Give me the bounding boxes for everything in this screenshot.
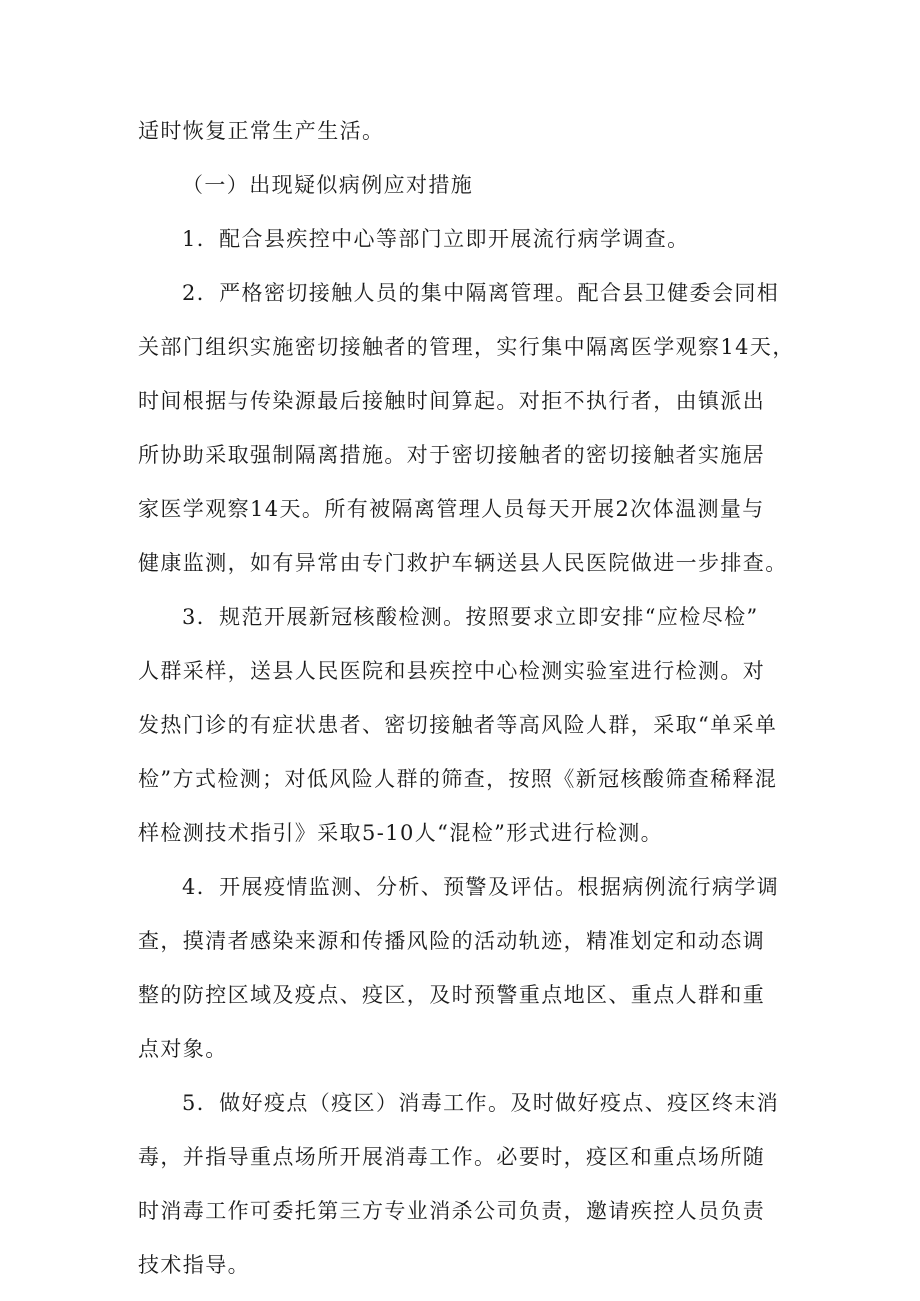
item-3-line: 3．规范开展新冠核酸检测。按照要求立即安排“应检尽检” xyxy=(182,605,759,629)
item-4-line: 点对象。 xyxy=(138,1037,228,1061)
item-5-line: 时消毒工作可委托第三方专业消杀公司负责，邀请疾控人员负责 xyxy=(138,1199,766,1223)
section-heading: （一）出现疑似病例应对措施 xyxy=(182,173,474,197)
item-2-line: 健康监测，如有异常由专门救护车辆送县人民医院做进一步排查。 xyxy=(138,551,788,575)
item-4-line: 整的防控区域及疫点、疫区，及时预警重点地区、重点人群和重 xyxy=(138,983,766,1007)
item-2-line: 所协助采取强制隔离措施。对于密切接触者的密切接触者实施居 xyxy=(138,443,766,467)
document-body xyxy=(138,104,798,1292)
paragraph-continuation-line: 适时恢复正常生产生活。 xyxy=(138,119,385,143)
item-5-line: 技术指导。 xyxy=(138,1253,250,1277)
item-2-line: 时间根据与传染源最后接触时间算起。对拒不执行者，由镇派出 xyxy=(138,389,766,413)
item-3-line: 人群采样，送县人民医院和县疾控中心检测实验室进行检测。对 xyxy=(138,659,766,683)
item-3-line: 检”方式检测；对低风险人群的筛查，按照《新冠核酸筛查稀释混 xyxy=(138,767,778,791)
item-4-line: 4．开展疫情监测、分析、预警及评估。根据病例流行病学调 xyxy=(182,875,780,899)
item-2-line: 家医学观察14天。所有被隔离管理人员每天开展2次体温测量与 xyxy=(138,497,765,521)
item-3-line: 样检测技术指引》采取5-10人“混检”形式进行检测。 xyxy=(138,821,664,845)
item-3-line: 发热门诊的有症状患者、密切接触者等高风险人群，采取“单采单 xyxy=(138,713,778,737)
item-1-line: 1．配合县疾控中心等部门立即开展流行病学调查。 xyxy=(182,227,690,251)
item-2-line: 2．严格密切接触人员的集中隔离管理。配合县卫健委会同相 xyxy=(182,281,780,305)
item-5-line: 毒，并指导重点场所开展消毒工作。必要时，疫区和重点场所随 xyxy=(138,1145,766,1169)
item-4-line: 查，摸清者感染来源和传播风险的活动轨迹，精准划定和动态调 xyxy=(138,929,766,953)
item-2-line: 关部门组织实施密切接触者的管理，实行集中隔离医学观察14天， xyxy=(138,335,795,359)
item-5-line: 5．做好疫点（疫区）消毒工作。及时做好疫点、疫区终末消 xyxy=(182,1091,780,1115)
